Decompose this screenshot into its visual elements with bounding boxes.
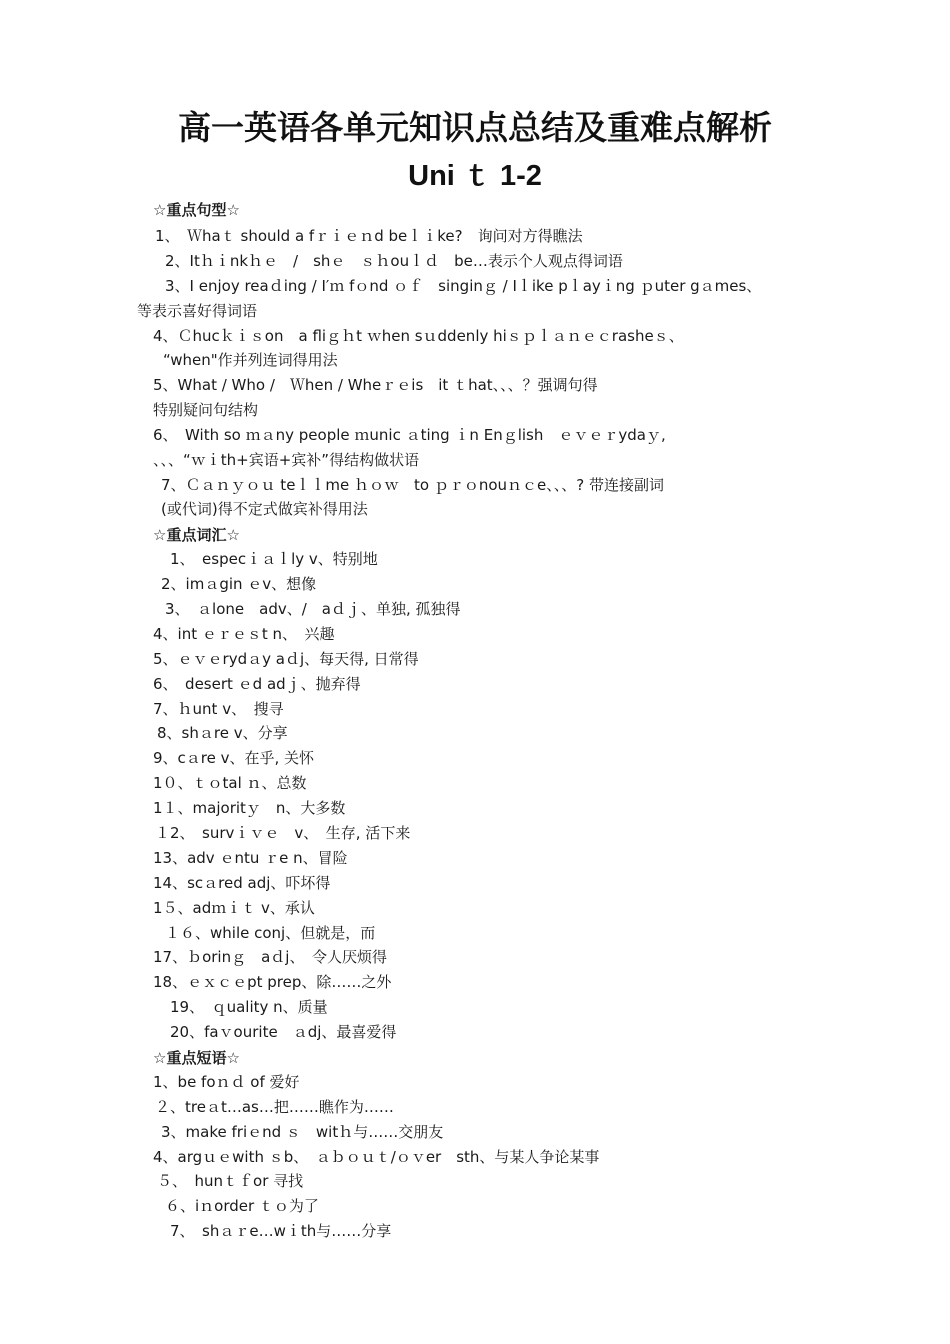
sentence-line: 6、 With so ｍａny people ｍunic ａting ｉn Enｇlish ｅｖｅｒydaｙ, [153,426,666,444]
vocabulary-item: １６、while conj、但就是，而 [165,924,376,942]
sentence-line: 4、Ｃhucｋｉｓon a fliｇｈt ｗhen sｕddenly hiｓｐｌａｎｅｃrasheｓ、 [153,327,684,345]
sentence-line: 2、Itｈｉnkｈｅ / shｅ ｓｈouｌｄ be…表示个人观点得词语 [165,252,623,270]
document-title: 高一英语各单元知识点总结及重难点解析 [178,108,772,147]
vocabulary-item: 14、scａred adj、吓坏得 [153,874,331,892]
vocabulary-item: 1１、majoritｙ n、大多数 [153,799,346,817]
sentence-line: 5、What / Who / Ｗhen / Wheｒｅis it ｔhat、、、？强调句得 [153,376,598,394]
phrase-item: 7、 shａｒe…wｉth与……分享 [170,1222,392,1240]
section-heading-vocabulary: ☆重点词汇☆ [153,526,240,544]
sentence-line: (或代词)得不定式做宾补得用法 [161,500,368,518]
vocabulary-item: 1、 especｉａｌly v、特别地 [170,550,378,568]
sentence-line: 3、I enjoy reaｄing / I′ｍ fｏnd ｏｆ singinｇ / Iｌike pｌayｉng ｐuter gａmes、 [165,277,762,295]
section-heading-sentences: ☆重点句型☆ [153,201,240,219]
phrase-item: 1、be foｎｄ of 爱好 [153,1073,300,1091]
vocabulary-item: 1０、ｔｏtal ｎ、总数 [153,774,307,792]
vocabulary-item: 5、ｅｖｅrydａy aｄj、每天得, 日常得 [153,650,419,668]
vocabulary-item: 7、ｈunt v、 搜寻 [153,700,284,718]
section-heading-phrases: ☆重点短语☆ [153,1049,240,1067]
vocabulary-item: 1５、adｍｉｔ v、承认 [153,899,315,917]
sentence-line: 1、 Ｗhaｔ should a fｒｉｅｎd beｌｉke? 询问对方得瞧法 [155,227,583,245]
sentence-line: “when"作并列连词得用法 [163,351,338,369]
vocabulary-item: 17、ｂorinｇ aｄj、 令人厌烦得 [153,948,387,966]
vocabulary-item: 13、adv ｅntu ｒe n、冒险 [153,849,348,867]
phrase-item: ６、iｎorder ｔｏ为了 [165,1197,319,1215]
sentence-line: 特别疑问句结构 [153,401,259,419]
unit-subtitle: Uni ｔ 1-2 [408,160,542,192]
vocabulary-item: １2、 survｉｖｅ v、 生存, 活下来 [155,824,411,842]
vocabulary-item: 9、cａre v、在乎, 关怀 [153,749,315,767]
vocabulary-item: 19、 ｑuality n、质量 [170,998,328,1016]
sentence-line: 、、、“ｗｉth+宾语+宾补”得结构做状语 [153,451,420,469]
vocabulary-item: 2、imａgin ｅv、想像 [161,575,317,593]
vocabulary-item: 3、 ａlone adv、/ aｄｊ、单独, 孤独得 [165,600,461,618]
phrase-item: ２、treａt…as…把……瞧作为…… [155,1098,394,1116]
vocabulary-item: 20、faｖourite ａdj、最喜爱得 [170,1023,397,1041]
phrase-item: 4、argｕｅwith ｓb、 ａｂｏｕｔ/ｏｖer sth、与某人争论某事 [153,1148,600,1166]
sentence-line: 等表示喜好得词语 [137,302,258,320]
vocabulary-item: 8、shａre v、分享 [157,724,288,742]
phrase-item: ５、 hunｔｆor 寻找 [157,1172,304,1190]
vocabulary-item: 18、ｅｘｃｅpt prep、除……之外 [153,973,392,991]
phrase-item: 3、make friｅnd ｓ witｈ与……交朋友 [161,1123,444,1141]
sentence-line: 7、Ｃａｎｙｏｕ teｌｌme ｈｏｗ to ｐｒｏnouｎｃe、、、? 带连接副词 [161,476,665,494]
vocabulary-item: 6、 desert ｅd adｊ、抛弃得 [153,675,361,693]
vocabulary-item: 4、int ｅｒｅｓt n、 兴趣 [153,625,335,643]
